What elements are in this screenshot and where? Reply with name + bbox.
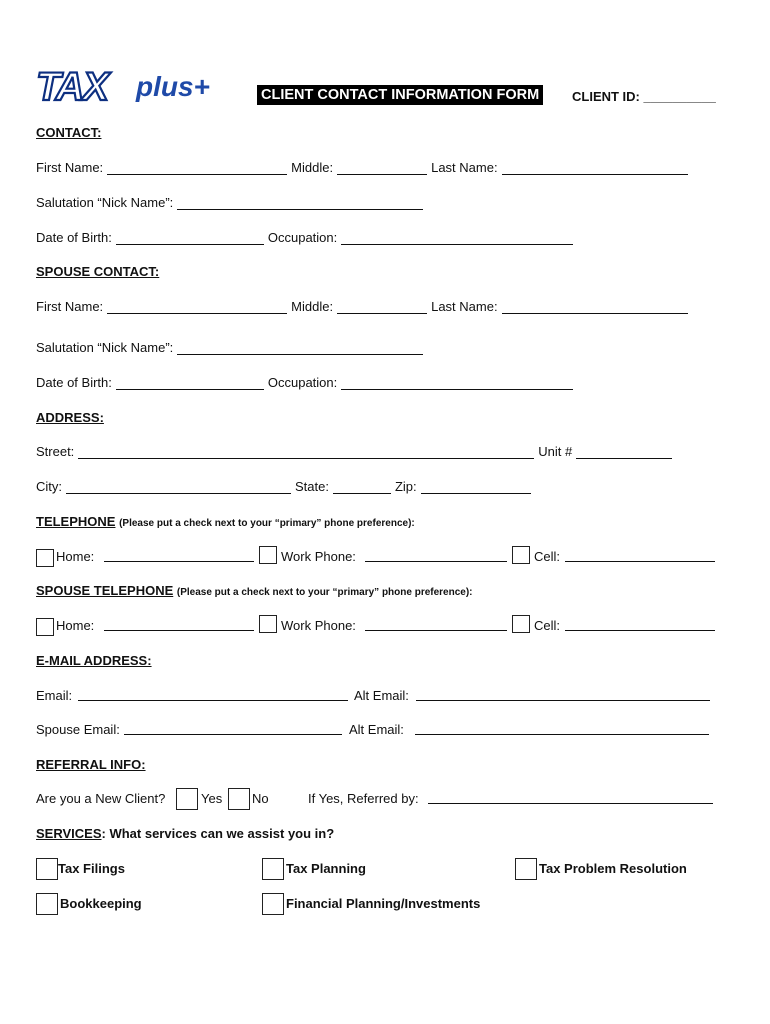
services-question: : What services can we assist you in? <box>101 826 335 841</box>
zip-label: Zip: <box>394 479 417 494</box>
spouse-email-label: Spouse Email: <box>36 722 120 737</box>
spouse-name-row <box>36 299 692 314</box>
contact-dob-row <box>36 230 577 245</box>
financial-planning-checkbox[interactable] <box>262 893 284 915</box>
spouse-salutation-field[interactable] <box>177 342 423 355</box>
spouse-work-phone-label: Work Phone: <box>281 618 356 633</box>
home-phone-label: Home: <box>56 549 95 564</box>
spouse-cell-phone-field[interactable] <box>565 618 715 631</box>
spouse-home-phone-label: Home: <box>56 618 95 633</box>
spouse-last-name-label: Last Name: <box>431 299 498 314</box>
city-label: City: <box>36 479 62 494</box>
occupation-label: Occupation: <box>267 230 338 245</box>
spouse-telephone-note: (Please put a check next to your “primary” phone preference): <box>176 587 473 598</box>
work-phone-label: Work Phone: <box>281 549 356 564</box>
dob-label: Date of Birth: <box>36 230 112 245</box>
cell-phone-field[interactable] <box>565 549 715 562</box>
unit-label: Unit # <box>538 444 573 459</box>
referral-heading: REFERRAL INFO: <box>36 757 146 772</box>
spouse-dob-row <box>36 375 577 390</box>
tax-planning-checkbox[interactable] <box>262 858 284 880</box>
city-field[interactable] <box>66 481 291 494</box>
tax-planning-label: Tax Planning <box>286 861 366 876</box>
salutation-label: Salutation “Nick Name”: <box>36 195 174 210</box>
svg-text:plus+: plus+ <box>136 71 210 102</box>
client-id-label: CLIENT ID: __________ <box>572 89 716 104</box>
contact-salutation-row <box>36 195 427 210</box>
salutation-field[interactable] <box>177 197 423 210</box>
first-name-field[interactable] <box>107 162 287 175</box>
email-row <box>36 688 736 706</box>
bookkeeping-label: Bookkeeping <box>60 896 142 911</box>
referral-row <box>36 788 736 812</box>
svg-text:TAX: TAX <box>36 66 108 106</box>
spouse-email-row <box>36 722 736 740</box>
new-client-yes-checkbox[interactable] <box>176 788 198 810</box>
telephone-heading <box>36 514 415 529</box>
occupation-field[interactable] <box>341 232 573 245</box>
services-heading <box>36 826 334 841</box>
telephone-heading-text: TELEPHONE <box>36 514 116 529</box>
middle-field[interactable] <box>337 162 427 175</box>
street-label: Street: <box>36 444 75 459</box>
state-label: State: <box>295 479 329 494</box>
no-label: No <box>252 791 269 806</box>
home-phone-checkbox[interactable] <box>36 549 54 567</box>
spouse-home-phone-field[interactable] <box>104 618 254 631</box>
spouse-last-name-field[interactable] <box>502 301 688 314</box>
spouse-dob-label: Date of Birth: <box>36 375 112 390</box>
spouse-first-name-label: First Name: <box>36 299 104 314</box>
city-row <box>36 479 535 494</box>
spouse-salutation-label: Salutation “Nick Name”: <box>36 340 174 355</box>
spouse-salutation-row <box>36 340 427 355</box>
alt-email-field[interactable] <box>416 688 710 701</box>
last-name-field[interactable] <box>502 162 688 175</box>
cell-phone-label: Cell: <box>534 549 561 564</box>
spouse-middle-label: Middle: <box>291 299 334 314</box>
telephone-row <box>36 546 736 568</box>
tax-problem-checkbox[interactable] <box>515 858 537 880</box>
form-title: CLIENT CONTACT INFORMATION FORM <box>257 85 543 105</box>
state-field[interactable] <box>333 481 391 494</box>
tax-problem-label: Tax Problem Resolution <box>539 861 687 876</box>
work-phone-checkbox[interactable] <box>259 546 277 564</box>
yes-label: Yes <box>201 791 223 806</box>
services-row-2 <box>36 891 736 917</box>
spouse-contact-heading-text: SPOUSE CONTACT: <box>36 264 160 279</box>
spouse-middle-field[interactable] <box>337 301 427 314</box>
spouse-telephone-heading <box>36 583 473 598</box>
email-field[interactable] <box>78 688 348 701</box>
home-phone-field[interactable] <box>104 549 254 562</box>
services-row-1 <box>36 856 736 882</box>
tax-filings-checkbox[interactable] <box>36 858 58 880</box>
services-heading-text: SERVICES <box>36 826 102 841</box>
spouse-occupation-field[interactable] <box>341 377 573 390</box>
bookkeeping-checkbox[interactable] <box>36 893 58 915</box>
tax-filings-label: Tax Filings <box>58 861 125 876</box>
last-name-label: Last Name: <box>431 160 498 175</box>
zip-field[interactable] <box>421 481 531 494</box>
referred-by-label: If Yes, Referred by: <box>308 791 419 806</box>
contact-name-row <box>36 160 692 175</box>
dob-field[interactable] <box>116 232 264 245</box>
cell-phone-checkbox[interactable] <box>512 546 530 564</box>
logo-graphic <box>34 66 234 106</box>
spouse-alt-email-label: Alt Email: <box>349 722 404 737</box>
spouse-dob-field[interactable] <box>116 377 264 390</box>
financial-planning-label: Financial Planning/Investments <box>286 896 481 911</box>
middle-label: Middle: <box>291 160 334 175</box>
new-client-no-checkbox[interactable] <box>228 788 250 810</box>
spouse-home-phone-checkbox[interactable] <box>36 618 54 636</box>
spouse-contact-heading <box>36 264 159 279</box>
spouse-telephone-row <box>36 615 736 637</box>
telephone-note: (Please put a check next to your “primary” phone preference): <box>119 518 415 529</box>
street-row <box>36 444 676 459</box>
referred-by-field[interactable] <box>428 791 713 804</box>
email-label: Email: <box>36 688 73 703</box>
unit-field[interactable] <box>576 446 672 459</box>
address-heading: ADDRESS: <box>36 410 104 425</box>
street-field[interactable] <box>78 446 534 459</box>
contact-heading: CONTACT: <box>36 125 102 140</box>
work-phone-field[interactable] <box>365 549 507 562</box>
taxplus-logo <box>34 66 234 106</box>
spouse-email-field[interactable] <box>124 722 342 735</box>
email-heading: E-MAIL ADDRESS: <box>36 653 152 668</box>
spouse-alt-email-field[interactable] <box>415 722 709 735</box>
spouse-occupation-label: Occupation: <box>267 375 338 390</box>
spouse-cell-phone-label: Cell: <box>534 618 561 633</box>
spouse-first-name-field[interactable] <box>107 301 287 314</box>
first-name-label: First Name: <box>36 160 104 175</box>
alt-email-label: Alt Email: <box>354 688 409 703</box>
spouse-cell-phone-checkbox[interactable] <box>512 615 530 633</box>
new-client-question: Are you a New Client? <box>36 791 166 806</box>
spouse-telephone-heading-text: SPOUSE TELEPHONE <box>36 583 174 598</box>
spouse-work-phone-checkbox[interactable] <box>259 615 277 633</box>
spouse-work-phone-field[interactable] <box>365 618 507 631</box>
